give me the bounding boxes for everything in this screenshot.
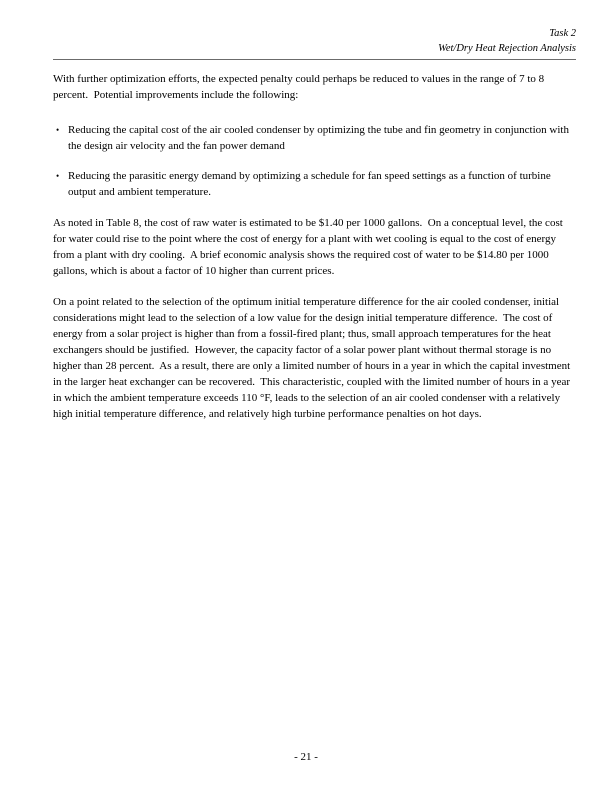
paragraph-optimization: With further optimization efforts, the expected penalty could perhaps be reduced to values in the range of 7 to 8 percent. Potential improvements include the following: [53, 73, 547, 101]
paragraph-water-cost: As noted in Table 8, the cost of raw water is estimated to be $1.40 per 1000 gallons. On a conceptual level, the cost for water could rise to the point where the cost of energy for a plant with wet cooling is equal to the cost of energy from a plant with dry cooling. A brief economic analysis shows the required cost of water to be $14.80 per 1000 gallons, which is about a factor of 10 higher than current prices. [53, 217, 566, 277]
header-task-line: Task 2 [549, 28, 576, 39]
bullet-icon: • [56, 125, 60, 135]
bullet-text: Reducing the capital cost of the air cooled condenser by optimizing the tube and fin geometry in conjunction with the design air velocity and the fan power demand [68, 124, 572, 152]
bullet-list [53, 118, 576, 200]
bullet-icon: • [56, 171, 60, 181]
document-body [53, 71, 576, 437]
page-number: - 21 - [294, 751, 318, 763]
bullet-text: Reducing the parasitic energy demand by optimizing a schedule for fan speed settings as a function of turbine output and ambient temperature. [68, 170, 554, 198]
page-header [53, 26, 576, 56]
header-rule-divider [53, 59, 576, 60]
page-footer [0, 750, 612, 764]
bullet-item-capital-cost [53, 122, 576, 154]
paragraph-temperature-difference: On a point related to the selection of the optimum initial temperature difference for the air cooled condenser, initial considerations might lead to the selection of a low value for the design initial temperature difference. The cost of energy from a solar project is higher than from a fossil-fired plant; thus, small approach temperatures for the heat exchangers should be justified. However, the capacity factor of a solar power plant without thermal storage is no higher than 28 percent. As a result, there are only a limited number of hours in a year in which the capital investment in the larger heat exchanger can be recovered. This characteristic, coupled with the limited number of hours in a year in which the ambient temperature exceeds 110 °F, leads to the selection of an air cooled condenser with a relatively high initial temperature difference, and relatively high turbine performance penalties on hot days. [53, 296, 573, 420]
header-subtitle-line: Wet/Dry Heat Rejection Analysis [438, 43, 576, 54]
bullet-item-parasitic-energy [53, 168, 576, 200]
